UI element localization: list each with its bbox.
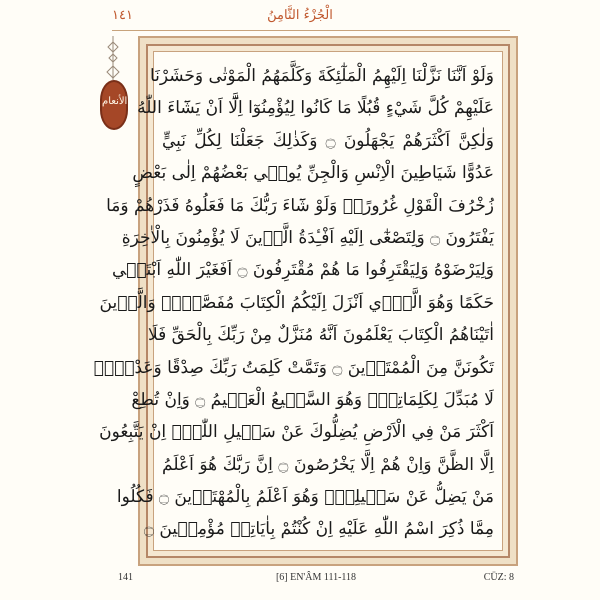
juz-title: الْجُزْءُ الثَّامِنُ bbox=[267, 8, 333, 23]
text-line: مِمَّا ذُكِرَ اسْمُ اللّٰهِ عَلَيْهِ اِنْ كُنْتُمْ بِاٰيَاتِهٖ مُؤْمِنٖينَ ۝ bbox=[143, 519, 494, 540]
text-line: اٰتَيْنَاهُمُ الْكِتَابَ يَعْلَمُونَ اَنَّهُ مُنَزَّلٌ مِنْ رَبِّكَ بِالْحَقِّ فَلَا bbox=[147, 325, 494, 346]
juz-label: CÜZ: 8 bbox=[483, 572, 514, 583]
text-line: اِلَّا الظَّنَّ وَاِنْ هُمْ اِلَّا يَخْرُصُونَ ۝ اِنَّ رَبَّكَ هُوَ اَعْلَمُ bbox=[162, 454, 494, 475]
sura-name-badge bbox=[100, 80, 128, 130]
text-line: وَلَوْ اَنَّنَا نَزَّلْنَا اِلَيْهِمُ الْمَلٰٓئِكَةَ وَكَلَّمَهُمُ الْمَوْتٰى وَحَشَرْنَا bbox=[149, 66, 494, 86]
page-header bbox=[100, 6, 500, 28]
page-number-arabic: ١٤١ bbox=[112, 8, 133, 23]
text-line: حَكَمًا وَهُوَ الَّذٖٓي اَنْزَلَ اِلَيْكُمُ الْكِتَابَ مُفَصَّلًاۜ وَالَّذٖينَ bbox=[99, 292, 494, 313]
text-line: عَلَيْهِمْ كُلَّ شَيْءٍ قُبُلًا مَا كَانُوا لِيُؤْمِنُوٓا اِلَّٓا اَنْ يَشَٓاءَ اللّٰهُ bbox=[137, 98, 494, 119]
text-line: زُخْرُفَ الْقَوْلِ غُرُورًاۜ وَلَوْ شَٓاءَ رَبُّكَ مَا فَعَلُوهُ فَذَرْهُمْ وَمَا bbox=[106, 195, 494, 216]
text-line: لَا مُبَدِّلَ لِكَلِمَاتِهٖۚ وَهُوَ السَّمٖيعُ الْعَلٖيمُ ۝ وَاِنْ تُطِعْ bbox=[131, 389, 494, 410]
text-line: وَلِيَرْضَوْهُ وَلِيَقْتَرِفُوا مَا هُمْ مُقْتَرِفُونَ ۝ اَفَغَيْرَ اللّٰهِ اَبْتَغٖي bbox=[111, 260, 494, 281]
page-footer bbox=[118, 572, 514, 588]
text-line: وَلٰكِنَّ اَكْثَرَهُمْ يَجْهَلُونَ ۝ وَكَذٰلِكَ جَعَلْنَا لِكُلِّ نَبِيٍّ bbox=[162, 130, 494, 151]
text-line: تَكُونَنَّ مِنَ الْمُمْتَرٖينَ ۝ وَتَمَّتْ كَلِمَتُ رَبِّكَ صِدْقًا وَعَدْلًاۜ bbox=[93, 357, 494, 378]
text-line: عَدُوًّا شَيَاطِينَ الْاِنْسِ وَالْجِنِّ يُوحٖي بَعْضُهُمْ اِلٰى بَعْضٍ bbox=[132, 163, 494, 184]
header-divider bbox=[112, 30, 510, 31]
text-line: يَفْتَرُونَ ۝ وَلِتَصْغٰٓى اِلَيْهِ اَفْـِٔدَةُ الَّذٖينَ لَا يُؤْمِنُونَ بِالْاٰخِرَةِ bbox=[121, 227, 494, 248]
sura-reference: [6] EN'ÂM 111-118 bbox=[275, 572, 357, 583]
page-number: 141 bbox=[118, 572, 133, 583]
sura-name: الأنعام bbox=[102, 96, 128, 107]
text-line: مَنْ يَضِلُّ عَنْ سَبٖيلِهٖۚ وَهُوَ اَعْلَمُ بِالْمُهْتَدٖينَ ۝ فَكُلُوا bbox=[116, 487, 494, 508]
text-line: اَكْثَرَ مَنْ فِي الْاَرْضِ يُضِلُّوكَ عَنْ سَبٖيلِ اللّٰهِۜ اِنْ يَتَّبِعُونَ bbox=[99, 422, 494, 443]
